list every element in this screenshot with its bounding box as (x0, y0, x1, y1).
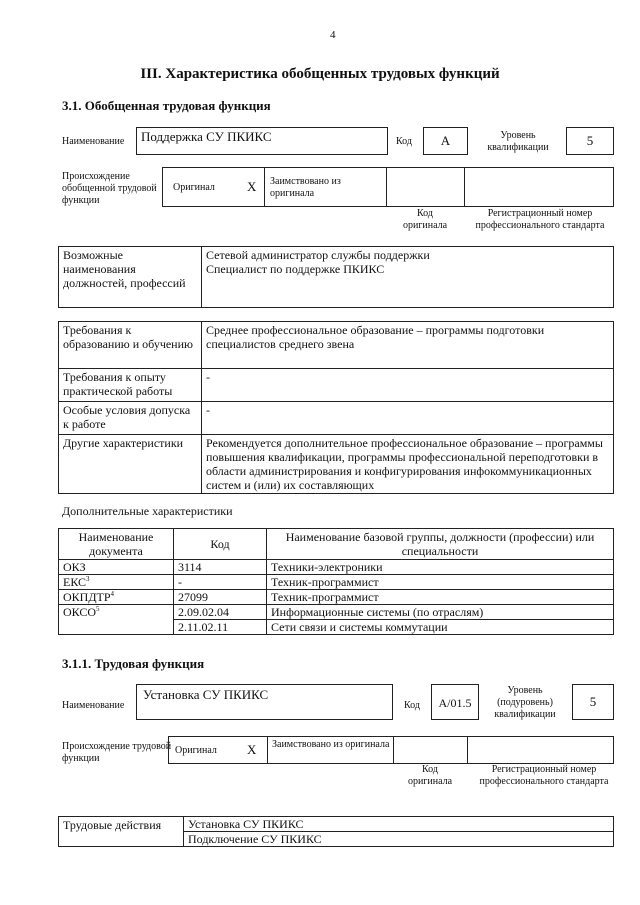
position-item: Сетевой администратор службы поддержки (206, 248, 430, 262)
tf-code-box (431, 684, 479, 720)
tf-borrowed-label: Заимствовано из оригинала (272, 739, 390, 750)
doc-title: Информационные системы (по отраслям) (267, 605, 614, 620)
doc-code: - (174, 575, 267, 590)
gtf-origin-box (162, 167, 614, 207)
doc-name: ОКЗ (63, 560, 86, 574)
tf-name-box (136, 684, 393, 720)
tf-level-value: 5 (589, 694, 597, 709)
req-value: Рекомендуется дополнительное профессиональное образование – программы повышения квалификации, программы профессиональной переподготовки в области администрирования и конфигурирования инфокоммуникационных систем и (или) их составляющих (202, 435, 614, 494)
tf-origin-box (168, 736, 614, 764)
position-item: Специалист по поддержке ПКИКС (206, 262, 385, 276)
gtf-level-value: 5 (586, 133, 594, 148)
table-row (59, 560, 614, 575)
table-row (59, 590, 614, 605)
action-item: Установка СУ ПКИКС (184, 817, 614, 832)
gtf-name-box (136, 127, 388, 155)
gtf-heading: 3.1. Обобщенная трудовая функция (62, 98, 271, 113)
tf-code-label: Код (404, 700, 420, 711)
positions-table (58, 246, 614, 308)
tf-original-label: Оригинал (175, 745, 217, 756)
gtf-code-box (423, 127, 468, 155)
tf-origin-label: Происхождение трудовой функции (62, 741, 172, 764)
req-label: Требования к образованию и обучению (59, 322, 202, 369)
gtf-original-label: Оригинал (173, 182, 215, 193)
doc-title: Техник-программист (267, 590, 614, 605)
tf-code-orig-caption: Код оригинала (407, 764, 453, 787)
req-value: - (202, 402, 614, 435)
gtf-name-value: Поддержка СУ ПКИКС (141, 129, 272, 144)
gtf-origin-label: Происхождение обобщенной трудовой функции (62, 171, 157, 206)
doc-code: 3114 (174, 560, 267, 575)
doc-name: ОКСО (63, 605, 97, 619)
divider (467, 737, 468, 763)
req-label: Требования к опыту практической работы (59, 369, 202, 402)
actions-label: Трудовые действия (59, 817, 184, 847)
action-item: Подключение СУ ПКИКС (184, 832, 614, 847)
gtf-borrowed-label: Заимствовано из оригинала (270, 176, 341, 199)
tf-name-label: Наименование (62, 700, 125, 711)
req-label: Особые условия допуска к работе (59, 402, 202, 435)
page-number: 4 (330, 29, 336, 41)
tf-original-mark: X (247, 742, 257, 757)
doc-code: 2.11.02.11 (174, 620, 267, 635)
col-header: Код (174, 529, 267, 560)
req-value: - (202, 369, 614, 402)
gtf-level-label: Уровень квалификации (487, 130, 549, 153)
divider (464, 168, 465, 206)
doc-title: Сети связи и системы коммутации (267, 620, 614, 635)
doc-name: ЕКС (63, 575, 87, 589)
requirements-table (58, 321, 614, 494)
divider (386, 168, 387, 206)
section-title: III. Характеристика обобщенных трудовых функций (140, 66, 500, 82)
tf-heading: 3.1.1. Трудовая функция (62, 656, 205, 671)
gtf-level-box (566, 127, 614, 155)
doc-title: Техники-электроники (267, 560, 614, 575)
doc-name: ОКПДТР (63, 590, 111, 604)
doc-code: 2.09.02.04 (174, 605, 267, 620)
table-row (59, 575, 614, 590)
col-header: Наименование документа (59, 529, 174, 560)
doc-code: 27099 (174, 590, 267, 605)
gtf-code-orig-caption: Код оригинала (402, 208, 448, 231)
doc-sup: 5 (96, 605, 100, 613)
doc-sup: 4 (110, 590, 115, 598)
table-row (59, 605, 614, 620)
gtf-code-value: A (440, 133, 451, 148)
doc-sup: 3 (86, 575, 90, 583)
divider (393, 737, 394, 763)
req-label: Другие характеристики (59, 435, 202, 494)
gtf-reg-caption: Регистрационный номер профессионального стандарта (475, 208, 605, 231)
additional-table (58, 528, 614, 635)
tf-level-box (572, 684, 614, 720)
doc-title: Техник-программист (267, 575, 614, 590)
additional-title: Дополнительные характеристики (62, 504, 233, 518)
tf-code-value: A/01.5 (438, 696, 472, 710)
tf-reg-caption: Регистрационный номер профессионального стандарта (479, 764, 609, 787)
tf-level-label: Уровень (подуровень) квалификации (494, 685, 556, 720)
gtf-code-label: Код (396, 136, 412, 147)
tf-name-value: Установка СУ ПКИКС (143, 687, 269, 702)
divider (264, 168, 265, 206)
positions-values (202, 247, 614, 308)
divider (267, 737, 268, 763)
actions-table (58, 816, 614, 847)
gtf-original-mark: X (247, 179, 257, 194)
positions-label: Возможные наименования должностей, профессий (59, 247, 202, 308)
req-value: Среднее профессиональное образование – программы подготовки специалистов среднего звена (202, 322, 614, 369)
gtf-name-label: Наименование (62, 136, 125, 147)
col-header: Наименование базовой группы, должности (профессии) или специальности (267, 529, 614, 560)
